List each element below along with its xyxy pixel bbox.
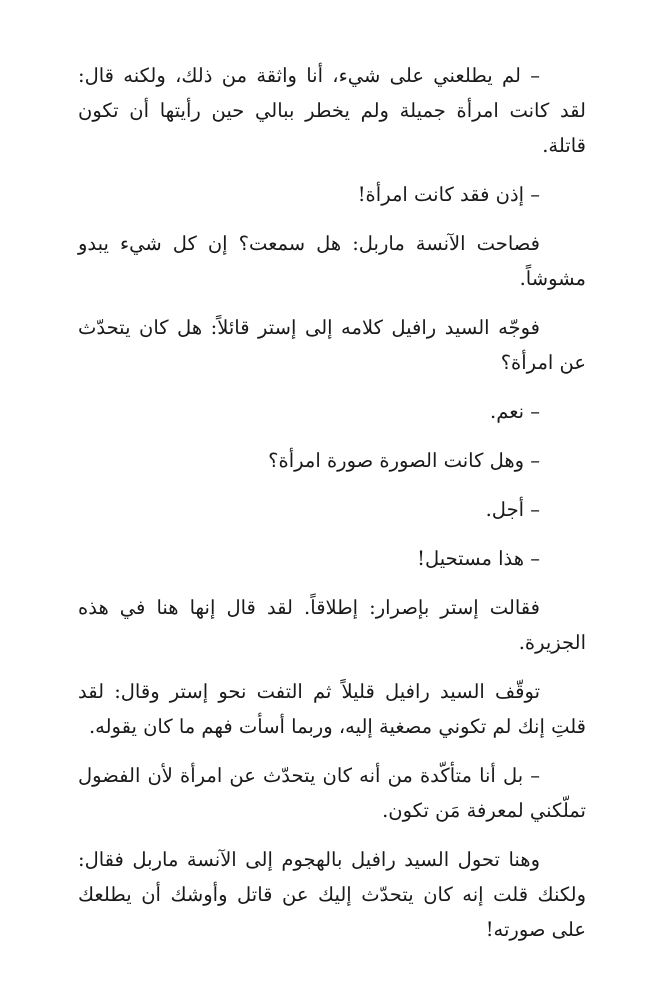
book-page <box>78 58 586 961</box>
paragraph-11: – بل أنا متأكّدة من أنه كان يتحدّث عن امرأة لأن الفضول تملّكني لمعرفة مَن تكون. <box>78 764 586 822</box>
paragraph-7: – أجل. <box>485 498 540 521</box>
paragraph-12: وهنا تحول السيد رافيل بالهجوم إلى الآنسة ماربل فقال: ولكنك قلت إنه كان يتحدّث إليك عن قاتل وأوشك أن يطلعك على صورته! <box>78 848 586 941</box>
paragraph-6: – وهل كانت الصورة صورة امرأة؟ <box>268 449 540 472</box>
paragraph-4: فوجّه السيد رافيل كلامه إلى إستر قائلاً: هل كان يتحدّث عن امرأة؟ <box>78 316 586 374</box>
paragraph-8: – هذا مستحيل! <box>417 547 540 570</box>
paragraph-1: – لم يطلعني على شيء، أنا واثقة من ذلك، ولكنه قال: لقد كانت امرأة جميلة ولم يخطر ببالي حين رأيتها أن تكون قاتلة. <box>78 64 586 157</box>
paragraph-2: – إذن فقد كانت امرأة! <box>357 183 540 206</box>
paragraph-3: فصاحت الآنسة ماربل: هل سمعت؟ إن كل شيء يبدو مشوشاً. <box>78 232 586 290</box>
paragraph-5: – نعم. <box>490 400 540 423</box>
paragraph-9: فقالت إستر بإصرار: إطلاقاً. لقد قال إنها هنا في هذه الجزيرة. <box>78 596 586 654</box>
paragraph-10: توقّف السيد رافيل قليلاً ثم التفت نحو إستر وقال: لقد قلتِ إنك لم تكوني مصغية إليه، وربما أسأت فهم ما كان يقوله. <box>78 680 586 738</box>
